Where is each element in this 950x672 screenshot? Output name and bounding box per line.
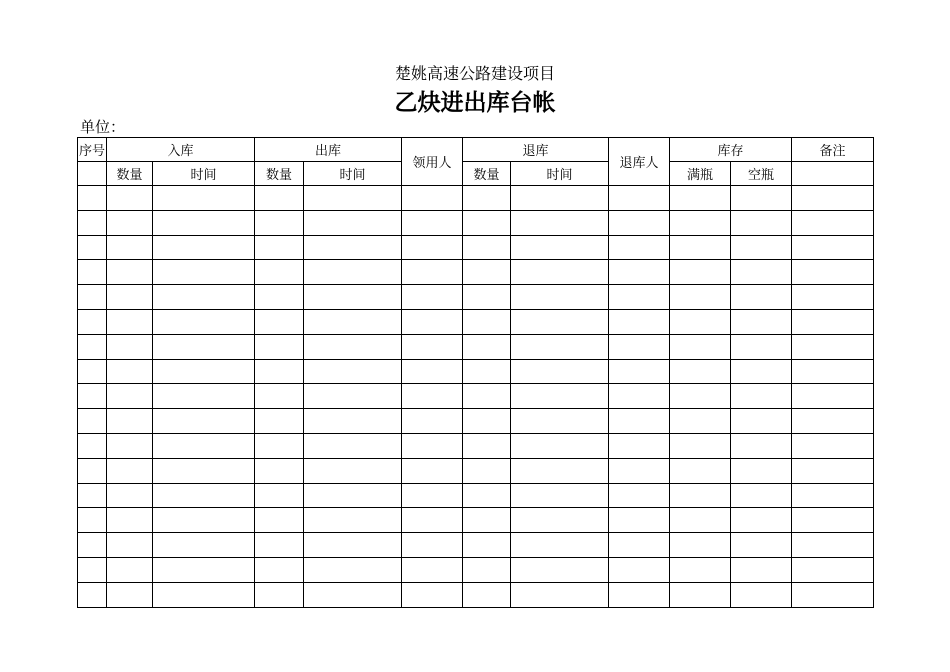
table-row <box>78 309 874 334</box>
table-cell <box>463 483 511 508</box>
table-cell <box>670 334 731 359</box>
table-cell <box>78 483 107 508</box>
table-cell <box>731 582 792 607</box>
table-cell <box>78 409 107 434</box>
table-cell <box>153 582 255 607</box>
table-cell <box>255 533 304 558</box>
table-cell <box>670 409 731 434</box>
header-row-2 <box>78 162 874 186</box>
table-cell <box>792 210 874 235</box>
table-row <box>78 186 874 211</box>
table-cell <box>792 186 874 211</box>
table-cell <box>670 235 731 260</box>
table-cell <box>304 384 402 409</box>
table-cell <box>609 533 670 558</box>
table-row <box>78 483 874 508</box>
table-cell <box>609 409 670 434</box>
table-cell <box>304 458 402 483</box>
table-row <box>78 582 874 607</box>
table-cell <box>609 557 670 582</box>
table-cell <box>78 334 107 359</box>
table-cell <box>78 508 107 533</box>
table-cell <box>670 384 731 409</box>
table-cell <box>255 458 304 483</box>
unit-label: 单位： <box>80 118 126 136</box>
table-cell <box>609 359 670 384</box>
table-cell <box>731 557 792 582</box>
table-cell <box>304 210 402 235</box>
table-cell <box>78 384 107 409</box>
table-cell <box>731 483 792 508</box>
header-in-time: 时间 <box>153 162 255 186</box>
table-cell <box>304 309 402 334</box>
table-cell <box>78 557 107 582</box>
table-cell <box>153 334 255 359</box>
table-cell <box>463 210 511 235</box>
table-cell <box>609 186 670 211</box>
table-cell <box>78 285 107 310</box>
table-cell <box>792 334 874 359</box>
table-cell <box>609 260 670 285</box>
table-cell <box>670 359 731 384</box>
table-cell <box>511 557 609 582</box>
header-remarks: 备注 <box>792 138 874 162</box>
table-row <box>78 334 874 359</box>
header-in-qty: 数量 <box>107 162 153 186</box>
table-cell <box>609 483 670 508</box>
table-cell <box>792 409 874 434</box>
table-cell <box>255 409 304 434</box>
header-in: 入库 <box>107 138 255 162</box>
table-cell <box>609 285 670 310</box>
table-cell <box>153 285 255 310</box>
table-cell <box>511 260 609 285</box>
table-cell <box>402 384 463 409</box>
table-cell <box>304 285 402 310</box>
table-cell <box>463 433 511 458</box>
table-cell <box>402 533 463 558</box>
table-cell <box>731 309 792 334</box>
table-cell <box>153 359 255 384</box>
table-cell <box>402 359 463 384</box>
table-cell <box>255 359 304 384</box>
table-cell <box>670 483 731 508</box>
table-cell <box>731 334 792 359</box>
table-cell <box>402 582 463 607</box>
table-cell <box>255 285 304 310</box>
table-cell <box>107 533 153 558</box>
table-cell <box>463 533 511 558</box>
table-cell <box>402 483 463 508</box>
table-cell <box>304 433 402 458</box>
table-cell <box>463 557 511 582</box>
table-cell <box>255 334 304 359</box>
table-cell <box>304 359 402 384</box>
header-out-time: 时间 <box>304 162 402 186</box>
table-cell <box>670 210 731 235</box>
table-cell <box>670 458 731 483</box>
table-cell <box>463 582 511 607</box>
table-cell <box>304 557 402 582</box>
table-cell <box>255 582 304 607</box>
table-cell <box>255 384 304 409</box>
header-row-1 <box>78 138 874 162</box>
table-cell <box>731 285 792 310</box>
table-cell <box>731 260 792 285</box>
table-cell <box>304 409 402 434</box>
table-cell <box>463 384 511 409</box>
table-cell <box>255 186 304 211</box>
table-cell <box>609 309 670 334</box>
table-cell <box>731 235 792 260</box>
table-cell <box>402 210 463 235</box>
header-out-qty: 数量 <box>255 162 304 186</box>
table-cell <box>670 582 731 607</box>
table-cell <box>304 260 402 285</box>
table-cell <box>511 384 609 409</box>
header-stock: 库存 <box>670 138 792 162</box>
table-cell <box>511 483 609 508</box>
table-cell <box>107 483 153 508</box>
table-cell <box>511 210 609 235</box>
table-cell <box>511 458 609 483</box>
table-row <box>78 409 874 434</box>
table-cell <box>255 508 304 533</box>
table-cell <box>153 433 255 458</box>
table-cell <box>511 235 609 260</box>
table-cell <box>402 409 463 434</box>
table-cell <box>670 508 731 533</box>
table-cell <box>304 582 402 607</box>
table-row <box>78 533 874 558</box>
table-cell <box>731 433 792 458</box>
table-cell <box>78 186 107 211</box>
table-row <box>78 384 874 409</box>
ledger-table <box>77 137 874 608</box>
table-row <box>78 285 874 310</box>
table-cell <box>402 260 463 285</box>
project-name: 楚姚高速公路建设项目 <box>394 64 555 83</box>
table-cell <box>511 285 609 310</box>
table-cell <box>792 433 874 458</box>
table-cell <box>107 334 153 359</box>
table-cell <box>609 508 670 533</box>
table-cell <box>792 235 874 260</box>
table-cell <box>402 235 463 260</box>
table-cell <box>78 582 107 607</box>
table-cell <box>153 309 255 334</box>
table-row <box>78 433 874 458</box>
table-cell <box>255 210 304 235</box>
header-returner: 退库人 <box>609 138 670 186</box>
table-cell <box>463 260 511 285</box>
header-seq: 序号 <box>78 138 107 162</box>
table-cell <box>78 533 107 558</box>
table-cell <box>78 210 107 235</box>
table-cell <box>463 359 511 384</box>
table-cell <box>304 334 402 359</box>
table-cell <box>304 533 402 558</box>
table-cell <box>731 384 792 409</box>
table-cell <box>511 309 609 334</box>
table-cell <box>107 285 153 310</box>
table-cell <box>107 186 153 211</box>
table-cell <box>255 235 304 260</box>
table-cell <box>402 433 463 458</box>
table-cell <box>78 260 107 285</box>
table-cell <box>153 508 255 533</box>
table-cell <box>402 557 463 582</box>
table-cell <box>511 433 609 458</box>
table-cell <box>153 260 255 285</box>
table-cell <box>670 433 731 458</box>
table-cell <box>153 186 255 211</box>
table-cell <box>402 334 463 359</box>
table-cell <box>670 557 731 582</box>
table-row <box>78 508 874 533</box>
page-title: 乙炔进出库台帐 <box>394 90 556 116</box>
table-cell <box>402 508 463 533</box>
header-return-qty: 数量 <box>463 162 511 186</box>
table-cell <box>463 309 511 334</box>
table-cell <box>153 483 255 508</box>
table-cell <box>670 186 731 211</box>
table-cell <box>402 309 463 334</box>
table-cell <box>731 210 792 235</box>
table-cell <box>731 359 792 384</box>
table-cell <box>107 458 153 483</box>
table-cell <box>792 533 874 558</box>
table-cell <box>463 409 511 434</box>
table-cell <box>78 433 107 458</box>
table-cell <box>107 260 153 285</box>
table-row <box>78 359 874 384</box>
header-remarks-sub <box>792 162 874 186</box>
table-cell <box>511 508 609 533</box>
header-seq-sub <box>78 162 107 186</box>
table-cell <box>792 458 874 483</box>
table-row <box>78 557 874 582</box>
table-cell <box>792 384 874 409</box>
table-cell <box>78 359 107 384</box>
table-cell <box>107 508 153 533</box>
table-cell <box>153 409 255 434</box>
table-cell <box>670 285 731 310</box>
table-cell <box>153 210 255 235</box>
header-receiver: 领用人 <box>402 138 463 186</box>
header-return: 退库 <box>463 138 609 162</box>
table-cell <box>255 309 304 334</box>
table-cell <box>792 309 874 334</box>
table-cell <box>255 433 304 458</box>
table-cell <box>107 433 153 458</box>
table-cell <box>731 409 792 434</box>
table-cell <box>792 359 874 384</box>
table-cell <box>670 309 731 334</box>
table-cell <box>731 458 792 483</box>
table-cell <box>304 235 402 260</box>
table-cell <box>792 557 874 582</box>
table-cell <box>731 186 792 211</box>
table-cell <box>304 186 402 211</box>
header-out: 出库 <box>255 138 402 162</box>
table-cell <box>107 557 153 582</box>
table-cell <box>511 582 609 607</box>
table-cell <box>78 235 107 260</box>
table-cell <box>463 334 511 359</box>
table-cell <box>792 508 874 533</box>
table-cell <box>463 285 511 310</box>
table-cell <box>511 334 609 359</box>
table-cell <box>670 260 731 285</box>
table-cell <box>792 582 874 607</box>
table-cell <box>609 582 670 607</box>
table-cell <box>511 186 609 211</box>
table-cell <box>463 508 511 533</box>
table-row <box>78 458 874 483</box>
table-cell <box>609 334 670 359</box>
table-cell <box>78 309 107 334</box>
table-row <box>78 210 874 235</box>
table-cell <box>107 235 153 260</box>
table-cell <box>670 533 731 558</box>
table-cell <box>402 285 463 310</box>
table-cell <box>255 557 304 582</box>
table-cell <box>153 235 255 260</box>
table-cell <box>304 508 402 533</box>
table-cell <box>153 533 255 558</box>
table-cell <box>153 458 255 483</box>
table-cell <box>731 508 792 533</box>
table-cell <box>402 458 463 483</box>
table-cell <box>511 533 609 558</box>
table-cell <box>731 533 792 558</box>
table-cell <box>107 210 153 235</box>
table-cell <box>402 186 463 211</box>
table-cell <box>609 433 670 458</box>
header-stock-empty: 空瓶 <box>731 162 792 186</box>
table-cell <box>153 384 255 409</box>
table-cell <box>304 483 402 508</box>
table-cell <box>463 458 511 483</box>
table-cell <box>511 409 609 434</box>
table-cell <box>609 458 670 483</box>
table-cell <box>107 359 153 384</box>
table-cell <box>609 235 670 260</box>
table-cell <box>463 186 511 211</box>
table-cell <box>255 260 304 285</box>
table-cell <box>107 384 153 409</box>
table-cell <box>463 235 511 260</box>
table-cell <box>609 210 670 235</box>
table-cell <box>107 582 153 607</box>
table-cell <box>78 458 107 483</box>
table-cell <box>107 409 153 434</box>
header-return-time: 时间 <box>511 162 609 186</box>
table-cell <box>255 483 304 508</box>
table-row <box>78 260 874 285</box>
table-cell <box>153 557 255 582</box>
table-cell <box>609 384 670 409</box>
table-cell <box>792 483 874 508</box>
table-row <box>78 235 874 260</box>
table-cell <box>792 260 874 285</box>
header-stock-full: 满瓶 <box>670 162 731 186</box>
table-cell <box>792 285 874 310</box>
table-cell <box>107 309 153 334</box>
table-cell <box>511 359 609 384</box>
